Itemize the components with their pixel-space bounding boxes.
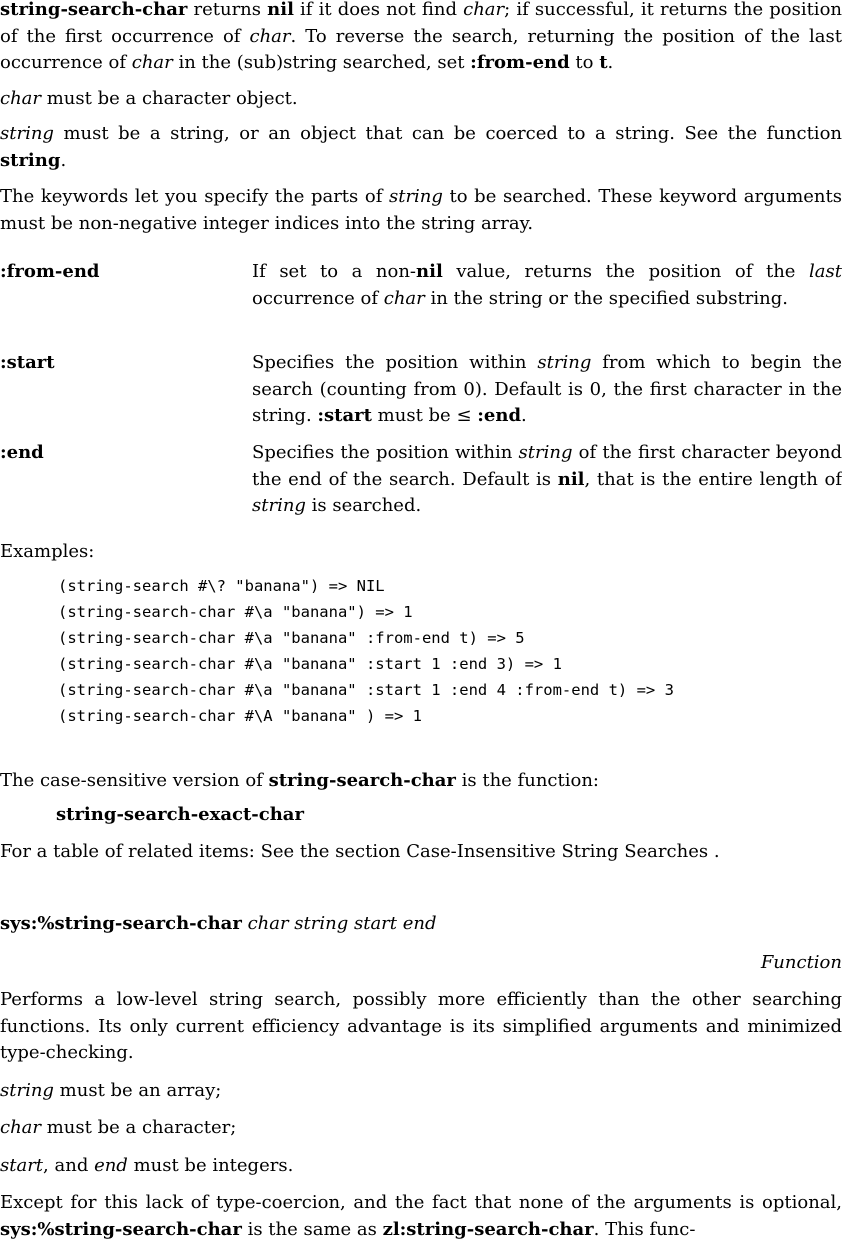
intro-paragraph: string-search-char returns nil if it does not find char; if successful, it returns the position of the first occurrence of char. To reverse the search, returning the position of the last occurrence of char in the (sub)string searched, set :from-end to t. xyxy=(0,0,842,73)
exact-function-name: string-search-exact-char xyxy=(56,804,304,825)
code-line: (string-search-char #\A "banana" ) => 1 xyxy=(58,707,422,725)
function-name: sys:%string-search-char xyxy=(0,913,242,934)
function-name: string-search-char xyxy=(0,0,188,20)
function-signature xyxy=(0,911,842,938)
less-or-equal-symbol: ≤ xyxy=(456,405,472,426)
char-requirement: char must be a character object. xyxy=(0,88,298,109)
keyword-term: :start xyxy=(0,352,55,373)
function-args: char string start end xyxy=(247,913,437,934)
keyword-description: Specifies the position within string from which to begin the search (counting from 0). Default is 0, the first character in the string. :start must be ≤ :end. xyxy=(252,352,842,426)
description-paragraph: Performs a low-level string search, possibly more efficiently than the other searching functions. Its only current efficiency advantage is its simplified arguments and minimized type-checking. xyxy=(0,989,842,1063)
code-line: (string-search-char #\a "banana" :start 1 :end 3) => 1 xyxy=(58,655,562,673)
string-arg-note: string must be an array; xyxy=(0,1080,222,1101)
keyword-description: Specifies the position within string of the first character beyond the end of the search. Default is nil, that is the entire length of string is searched. xyxy=(252,442,842,516)
keywords-intro: The keywords let you specify the parts of string to be searched. These keyword arguments must be non-negative integer indices into the string array. xyxy=(0,186,842,234)
code-line: (string-search-char #\a "banana" :from-end t) => 5 xyxy=(58,629,525,647)
keyword-description: If set to a non-nil value, returns the position of the last occurrence of char in the string or the specified substring. xyxy=(252,261,842,309)
string-requirement: string must be a string, or an object that can be coerced to a string. See the function string. xyxy=(0,123,842,171)
code-line: (string-search #\? "banana") => NIL xyxy=(58,577,385,595)
comparison-paragraph: Except for this lack of type-coercion, and the fact that none of the arguments is optional, sys:%string-search-char is the same as zl:string-search-char. This func- xyxy=(0,1192,842,1240)
keyword-term: :from-end xyxy=(0,261,100,282)
code-line: (string-search-char #\a "banana" :start 1 :end 4 :from-end t) => 3 xyxy=(58,681,674,699)
start-end-note: start, and end must be integers. xyxy=(0,1155,294,1176)
entry-kind: Function xyxy=(760,952,842,973)
section-link[interactable]: Case-Insensitive String Searches xyxy=(406,841,709,862)
keyword-term: :end xyxy=(0,442,44,463)
case-sensitive-note: The case-sensitive version of string-search-char is the function: xyxy=(0,770,599,791)
examples-label: Examples: xyxy=(0,541,95,562)
char-arg-note: char must be a character; xyxy=(0,1117,237,1138)
related-items: For a table of related items: See the section Case-Insensitive String Searches . xyxy=(0,841,720,862)
code-line: (string-search-char #\a "banana") => 1 xyxy=(58,603,413,621)
